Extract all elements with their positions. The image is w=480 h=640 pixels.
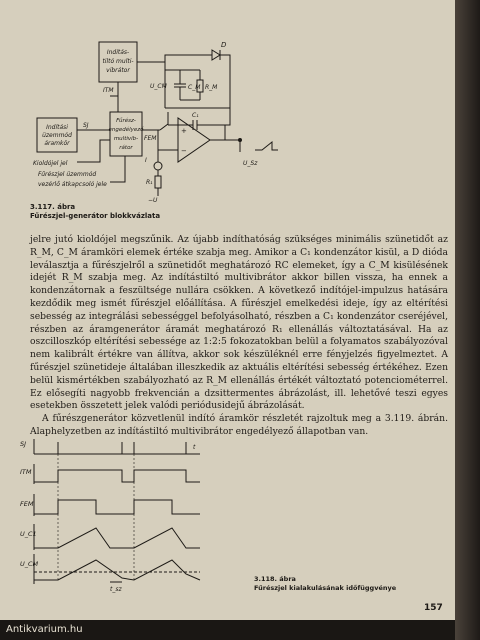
- feg-box-line-1: Fűrész-: [116, 118, 136, 124]
- row-label-ucm: U_CM: [20, 560, 39, 568]
- timing-diagram: [0, 424, 455, 594]
- signal-label-1: Kioldójel jel: [33, 160, 68, 167]
- minus-label: −: [181, 147, 187, 155]
- figure-title-2: Fűrészjel kialakulásának időfüggvénye: [254, 584, 397, 592]
- page-number: 157: [424, 603, 443, 613]
- fem-label: FEM: [144, 135, 157, 142]
- figure-caption-2: [254, 575, 396, 593]
- watermark-footer: Antikvarium.hu: [0, 620, 455, 640]
- row-label-uc1: U_C1: [20, 530, 37, 538]
- row-label-sj: SJ: [20, 440, 27, 448]
- signal-label-2: Fűrészjel üzemmód: [38, 171, 97, 178]
- ucm-label: U_CM: [150, 83, 167, 90]
- rm-label: R_M: [205, 84, 218, 91]
- r1-label: R₁: [146, 179, 153, 186]
- ia-box-line-3: áramkör: [44, 140, 70, 147]
- t-label-sj: t: [193, 444, 196, 451]
- figure-number-1: 3.117. ábra: [30, 203, 76, 211]
- figure-title-1: Fűrészjel-generátor blokkvázlata: [30, 212, 161, 220]
- cm-label: C_M: [188, 84, 201, 91]
- itm-box-line-3: vibrátor: [106, 67, 130, 74]
- signal-label-3: vezérlő átkapcsoló jele: [38, 181, 107, 188]
- block-diagram: [0, 0, 455, 205]
- body-text: [30, 234, 448, 439]
- plus-label: +: [181, 127, 187, 135]
- book-spine: [455, 0, 480, 640]
- ia-box-line-2: üzemmód: [42, 132, 72, 139]
- feg-box-line-2: engedélyező: [108, 127, 144, 133]
- minus-u-label: −U: [148, 197, 158, 204]
- row-label-itm: ITM: [20, 468, 32, 476]
- paragraph-2: A fűrészgenerátor közvetlenül indító áramkör részletét rajzoltuk meg a 3.119. ábrán. Alaphelyzetben az indítástiltó multivibrátor engedélyező állapotban van.: [30, 413, 448, 437]
- i-label: I: [145, 157, 147, 164]
- figure-number-2: 3.118. ábra: [254, 575, 296, 583]
- feg-box-line-3: multivib-: [113, 136, 139, 142]
- tsz-label: t_sz: [110, 586, 122, 593]
- paragraph-1: jelre jutó kioldójel megszűnik. Az újabb indíthatóság szükséges minimális szünetidőt az R_M, C_M áramköri elemek értéke szabja meg. Amikor a C₁ kondenzátor kisül, a D dióda leválasztja a fűrészjelről a szünetidőt meghatározó RC elemeket, így a C_M kisülésének idejét R_M szabja meg. Az indítástiltó multivibrátor akkor billen vissza, ha ennek a kondenzátornak a feszültsége nullára csökken. A következő indítójel-impulzus hatására kezdődik meg ismét fűrészjel előállítása. A fűrészjel emelkedési ideje, így az eltérítési sebesség az integrálási sebességgel befolyásolható, részben a C₁ kondenzátor cseréjével, részben az áramgenerátor áramát meghatározó R₁ ellenállás változtatásával. Ha az oszcilloszkóp eltérítési sebessége az 1:2:5 fokozatokban belül a folyamatos szabályozóval nem kalibrált értékre van állítva, akkor sok készüléknél erre fényjelzés figyelmeztet. A fűrészjel szünetideje általában illeszkedik az aktuális eltérítési sebesség értékéhez. Ezen belül kismértékben szabályozható az R_M ellenállás értékét változtató potenciométerrel. Ez elősegíti nagyobb frekvencián a dzsittermentes ábrázolást, ill. lehetővé teszi egyes esetekben összetett jelek valódi periódusidejű ábrázolását.: [30, 234, 448, 412]
- sj-label: SJ: [83, 122, 89, 129]
- itm-label: ITM: [103, 87, 114, 94]
- ia-box-line-1: Indítási: [46, 124, 68, 131]
- row-label-fem: FEM: [20, 500, 34, 508]
- out-label: U_Sz: [243, 160, 258, 167]
- itm-box-line-1: Indítás-: [106, 49, 130, 56]
- c1-label: C₁: [192, 112, 199, 119]
- itm-box-line-2: tiltó multi-: [102, 58, 134, 65]
- feg-box-line-4: rátor: [119, 145, 133, 151]
- diode-label: D: [221, 41, 227, 49]
